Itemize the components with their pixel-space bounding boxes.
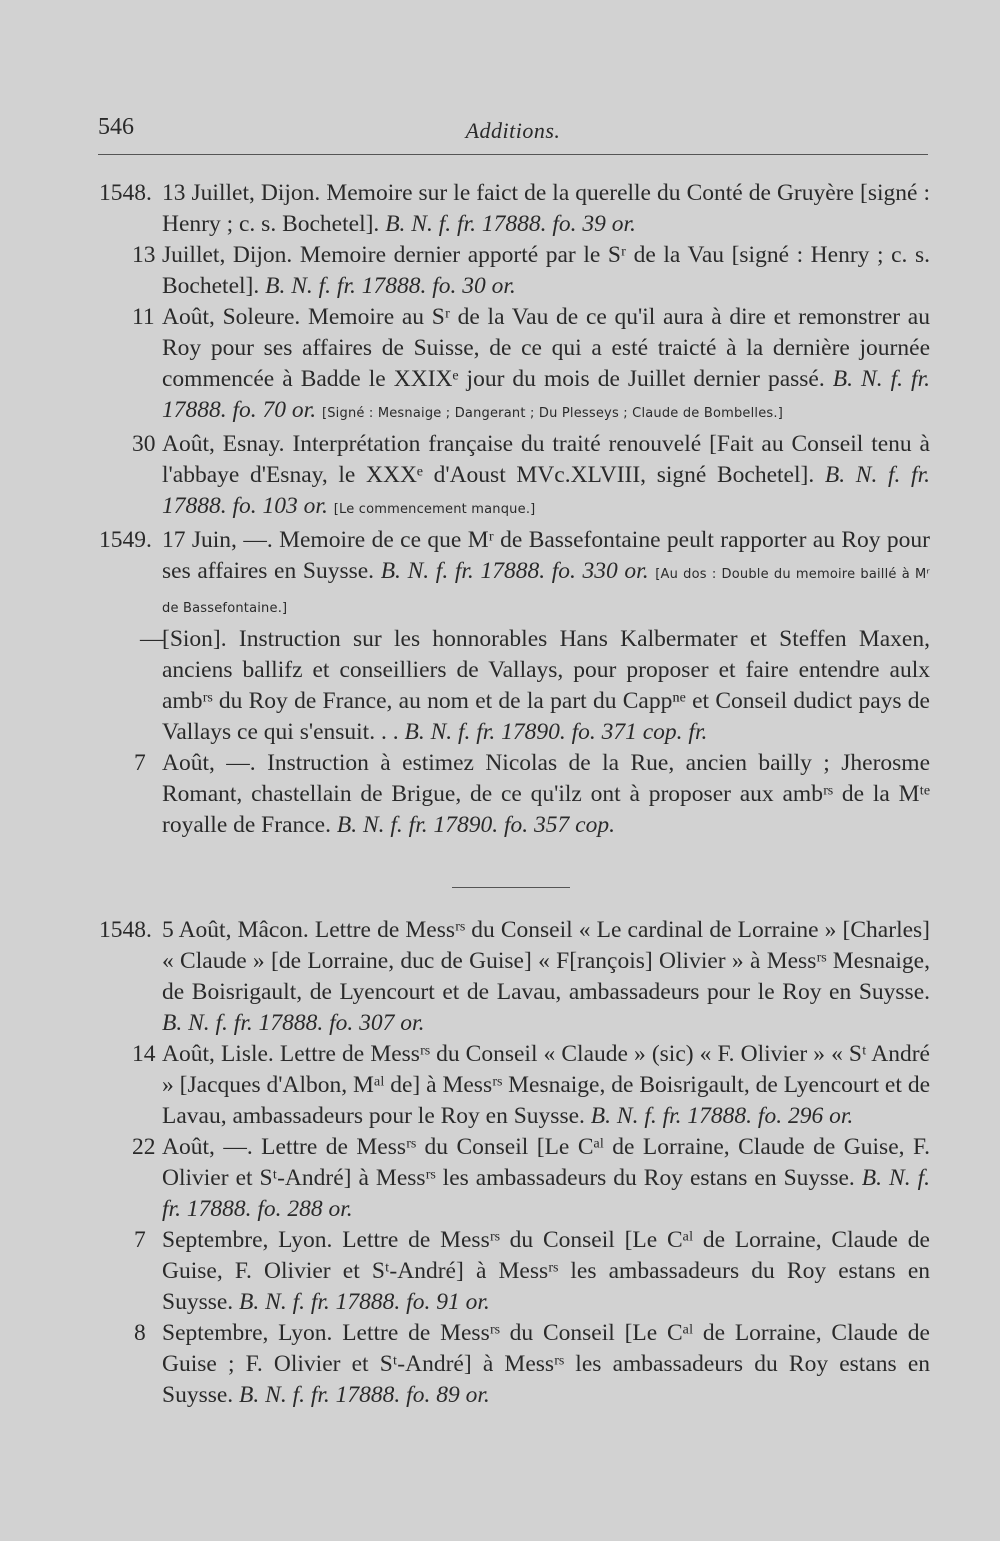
page-header <box>98 112 928 155</box>
entry-text: Lettre de Messʳˢ du Conseil « Claude » (sic) « F. Olivier » « Sᵗ André » [Jacques d'Albon, Mᵃˡ de] à Messʳˢ Mesnaige, de Boisrigault, de Lyencourt et de Lavau, ambassadeurs pour le Roy en Suysse. <box>162 1041 930 1129</box>
entry-lead: 1548. <box>99 180 152 206</box>
entry <box>132 1132 931 1225</box>
entry-date: Août, —. <box>162 1134 253 1160</box>
entry-text: Lettre de Messʳˢ du Conseil [Le Cᵃˡ de Lorraine, Claude de Guise, F. Olivier et Sᵗ-André] à Messʳˢ les ambassadeurs du Roy estans en Suysse. <box>162 1134 931 1191</box>
entry-source: B. N. f. fr. 17890. fo. 357 cop. <box>336 812 615 838</box>
running-title: Additions. <box>465 118 561 143</box>
entry-text: Lettre de Messʳˢ du Conseil [Le Cᵃˡ de Lorraine, Claude de Guise ; F. Olivier et Sᵗ-André] à Messʳˢ les ambassadeurs du Roy estans en Suysse. <box>162 1320 930 1408</box>
entry <box>99 178 930 240</box>
entry-note: [Au dos : Double du memoire baillé à Mʳ de Bassefontaine.] <box>162 567 930 616</box>
entry-date: 5 Août, Mâcon. <box>162 917 309 943</box>
entry-text: Lettre de Messʳˢ du Conseil « Le cardinal de Lorraine » [Charles] « Claude » [de Lorraine, duc de Guise] « F[rançois] Olivier » à Messʳˢ Mesnaige, de Boisrigault, de Lyencourt et de Lavau, ambassadeurs pour le Roy en Suysse. <box>162 917 930 1005</box>
entry-text: Memoire au Sʳ de la Vau de ce qu'il aura à dire et remonstrer au Roy pour ses affaires de Suisse, de ce qui a esté traicté à la dernière journée commencée à Badde le XXIXᵉ jour du mois de Juillet dernier passé. <box>162 304 930 392</box>
entry-date: [Sion]. <box>162 626 227 652</box>
entry-date: Août, Lisle. <box>162 1041 274 1067</box>
entry-lead: 30 <box>132 431 156 457</box>
entry-lead: 22 <box>132 1134 156 1160</box>
entries-block-2 <box>0 915 1000 1411</box>
entry-lead: 1549. <box>99 527 152 553</box>
entry-source: B. N. f. fr. 17890. fo. 371 cop. fr. <box>404 719 708 745</box>
entry-text: Instruction sur les honnorables Hans Kalbermater et Steffen Maxen, anciens ballifz et conseilliers de Vallays, pour proposer et faire entendre aulx ambʳˢ du Roy de France, au nom et de la part du Cappⁿᵉ et Conseil dudict pays de Vallays ce qui s'ensuit. . . <box>162 626 930 745</box>
entry-source: B. N. f. fr. 17888. fo. 39 or. <box>385 211 636 237</box>
entry-date: Septembre, Lyon. <box>162 1227 333 1253</box>
entry-text: Interprétation française du traité renouvelé [Fait au Conseil tenu à l'abbaye d'Esnay, le XXXᵉ d'Aoust MVc.XLVIII, signé Bochetel]. <box>162 431 930 488</box>
entry <box>134 748 931 841</box>
entry-lead: 7 <box>134 750 146 776</box>
entry-date: 17 Juin, —. <box>162 527 273 553</box>
entry-text: Lettre de Messʳˢ du Conseil [Le Cᵃˡ de Lorraine, Claude de Guise, F. Olivier et Sᵗ-André] à Messʳˢ les ambassadeurs du Roy estans en Suysse. <box>162 1227 930 1315</box>
entry-text: Memoire dernier apporté par le Sʳ de la Vau [signé : Henry ; c. s. Bochetel]. <box>162 242 930 299</box>
section-separator <box>452 887 570 888</box>
entry-source: B. N. f. fr. 17888. fo. 330 or. <box>380 558 649 584</box>
entry-lead: 8 <box>134 1320 146 1346</box>
entry-source: B. N. f. fr. 17888. fo. 307 or. <box>162 1010 425 1036</box>
entry-source: B. N. f. fr. 17888. fo. 91 or. <box>239 1289 490 1315</box>
page-number: 546 <box>98 114 134 140</box>
entry-date: Août, Soleure. <box>162 304 301 330</box>
entry <box>99 525 930 624</box>
entry-lead: 7 <box>134 1227 146 1253</box>
entry-text: Memoire sur le faict de la querelle du Conté de Gruyère [signé : Henry ; c. s. Bochetel]. <box>162 180 930 237</box>
entry-text: Instruction à estimez Nicolas de la Rue, ancien bailly ; Jherosme Romant, chastellain de Brigue, de ce qu'ilz ont à proposer aux ambʳˢ de la Mᵗᵉ royalle de France. <box>162 750 931 838</box>
entry-lead: 14 <box>132 1041 156 1067</box>
entry-lead: 11 <box>132 304 155 330</box>
entry <box>99 915 930 1039</box>
entry-date: Août, Esnay. <box>162 431 285 457</box>
entry <box>132 302 930 429</box>
entry-note: [Signé : Mesnaige ; Dangerant ; Du Plesseys ; Claude de Bombelles.] <box>321 406 784 421</box>
entry <box>132 1039 930 1132</box>
entry-lead: 1548. <box>99 917 152 943</box>
entry-source: B. N. f. fr. 17888. fo. 70 or. <box>162 366 930 423</box>
entry-lead: 13 <box>132 242 156 268</box>
entry <box>134 1318 930 1411</box>
entry-source: B. N. f. fr. 17888. fo. 30 or. <box>265 273 516 299</box>
entry-date: Août, —. <box>162 750 256 776</box>
entry-source: B. N. f. fr. 17888. fo. 103 or. <box>162 462 930 519</box>
entry <box>132 429 930 525</box>
entry-date: Septembre, Lyon. <box>162 1320 333 1346</box>
entry <box>132 240 930 302</box>
entry-date: Juillet, Dijon. <box>162 242 293 268</box>
entry <box>140 624 930 748</box>
entry-text: Memoire de ce que Mʳ de Bassefontaine peult rapporter au Roy pour ses affaires en Suysse. <box>162 527 930 584</box>
entry-lead: — <box>140 626 164 652</box>
entry-date: 13 Juillet, Dijon. <box>162 180 321 206</box>
entry-source: B. N. f. fr. 17888. fo. 89 or. <box>239 1382 490 1408</box>
entry-source: B. N. f. fr. 17888. fo. 296 or. <box>590 1103 854 1129</box>
entry-source: B. N. f. fr. 17888. fo. 288 or. <box>162 1165 930 1222</box>
entries-block-1 <box>0 178 1000 841</box>
entry <box>134 1225 930 1318</box>
entry-note: [Le commencement manque.] <box>333 502 536 517</box>
